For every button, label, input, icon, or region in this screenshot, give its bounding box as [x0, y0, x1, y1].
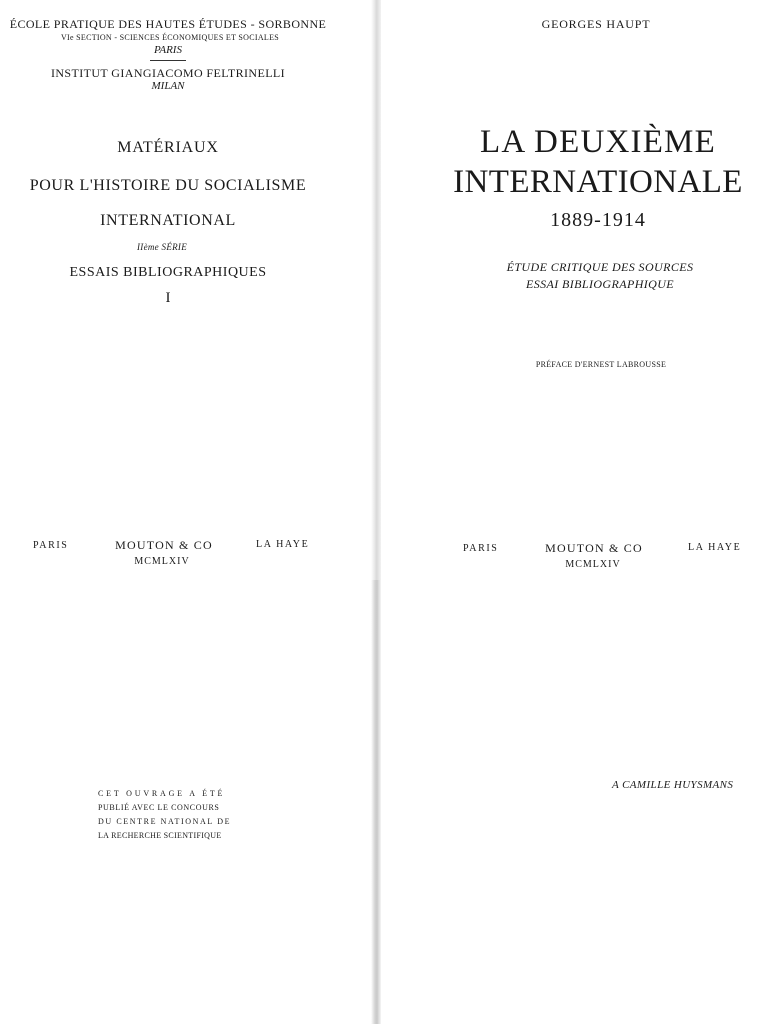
header-city-milan: MILAN: [151, 80, 185, 92]
volume-number: I: [165, 290, 171, 306]
publisher-city-paris: PARIS: [33, 540, 69, 551]
institution-header: ÉCOLE PRATIQUE DES HAUTES ÉTUDES - SORBONNE: [9, 17, 327, 31]
preface-credit: PRÉFACE D'ERNEST LABROUSSE: [535, 360, 667, 369]
institute-header: INSTITUT GIANGIACOMO FELTRINELLI: [50, 66, 286, 80]
series-title-line2: POUR L'HISTOIRE DU SOCIALISME: [29, 177, 307, 194]
note-line: DU CENTRE NATIONAL DE: [98, 817, 232, 826]
publisher-year: MCMLXIV: [134, 556, 190, 567]
publisher-year: MCMLXIV: [565, 559, 621, 570]
note-line: LA RECHERCHE SCIENTIFIQUE: [98, 831, 222, 840]
book-subtitle-line2: ESSAI BIBLIOGRAPHIQUE: [525, 277, 675, 291]
header-city-paris: PARIS: [154, 44, 182, 56]
book-title-line1: LA DEUXIÈME: [480, 124, 716, 160]
publisher-name: MOUTON & CO: [545, 541, 643, 555]
book-title-line2: INTERNATIONALE: [453, 164, 743, 200]
publisher-city-paris: PARIS: [463, 543, 499, 554]
series-title-line3: INTERNATIONAL: [100, 212, 236, 229]
publisher-name: MOUTON & CO: [115, 538, 213, 552]
note-line: CET OUVRAGE A ÉTÉ: [98, 789, 226, 798]
book-subtitle-line1: ÉTUDE CRITIQUE DES SOURCES: [506, 260, 694, 274]
publisher-city-la-haye: LA HAYE: [688, 542, 742, 553]
section-header: VIe SECTION - SCIENCES ÉCONOMIQUES ET SOCIALES: [60, 33, 280, 42]
note-line: PUBLIÉ AVEC LE CONCOURS: [98, 803, 220, 812]
series-number: IIème SÉRIE: [136, 242, 188, 252]
dedication: A CAMILLE HUYSMANS: [612, 779, 734, 791]
author-name: GEORGES HAUPT: [541, 17, 651, 31]
header-divider: [150, 60, 186, 61]
book-dates: 1889-1914: [550, 209, 646, 231]
series-title-line1: MATÉRIAUX: [117, 139, 219, 156]
page-gutter-shadow: [371, 580, 381, 1024]
publisher-city-la-haye: LA HAYE: [256, 539, 310, 550]
series-subtitle: ESSAIS BIBLIOGRAPHIQUES: [69, 265, 267, 280]
